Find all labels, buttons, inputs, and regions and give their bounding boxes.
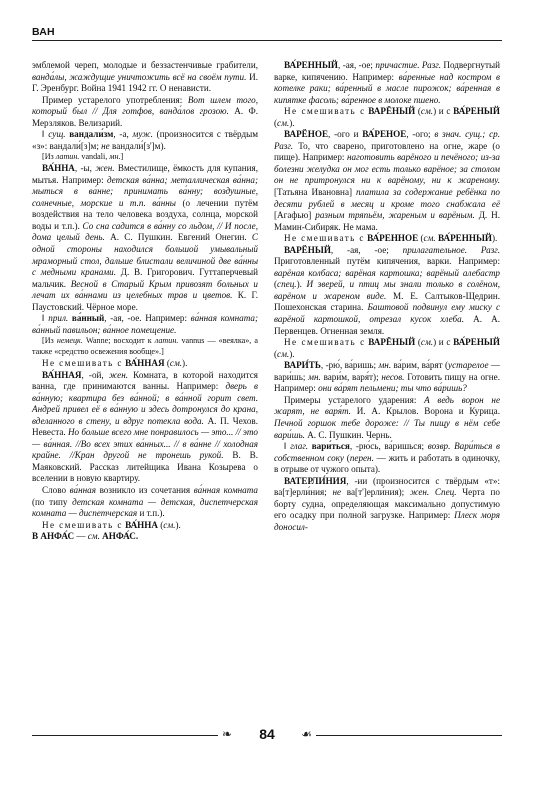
italic-text: ва́нная комната; ва́нный павильон; ва́нное помещение.: [32, 313, 259, 335]
right-column: [274, 60, 500, 533]
italic-text: жен. Спец.: [409, 487, 457, 498]
dictionary-paragraph: [32, 152, 258, 163]
text-run: ‖: [284, 441, 291, 452]
headword: ВА́РЕННЫЙ: [437, 233, 492, 244]
headword: ВА́ННАЯ: [42, 369, 82, 380]
italic-text: см.: [87, 531, 100, 542]
text-run: Wanne; восходит к: [82, 336, 155, 346]
text-run: Д. Н. Мамин-Сибиряк. Не мама.: [274, 210, 500, 232]
headword: ВА́ННА: [42, 163, 75, 174]
header-rule: [32, 40, 502, 41]
italic-text: муж.: [132, 129, 153, 140]
headword: ВА́ННАЯ: [125, 357, 165, 368]
dictionary-paragraph: [32, 336, 258, 358]
headword: ВА́РЕНЫЙ: [453, 337, 500, 348]
italic-text: детская ва́нна; металлическая ва́нна; мыться в ва́нне; принимать ва́нну; воздушные, солнечные, морские и т.п. ва́нны: [32, 174, 258, 208]
text-run: То, что сварено, приготовлено на огне, жаре (о пище). Например:: [274, 140, 500, 163]
text-run: Готовить пищу на огне. Например:: [274, 371, 500, 394]
text-run: Слово: [42, 484, 70, 495]
italic-text: причастие. Разг.: [375, 60, 441, 70]
text-run: , -ая, -ое;: [330, 244, 403, 255]
text-run: vannus — «веялка», а также «средство освежения вообще».]: [32, 336, 259, 357]
dictionary-paragraph: [32, 485, 258, 520]
italic-text: А ведь ворон не жарят, не варя́т.: [274, 394, 500, 417]
italic-text: Вари́ться в собственном соку: [274, 441, 500, 463]
left-column: [32, 60, 258, 543]
italic-text: сущ.: [48, 129, 66, 140]
text-run: ).: [175, 519, 181, 530]
text-run: ).: [492, 233, 498, 244]
text-run: ва́рим, ва́рят (: [391, 360, 449, 371]
text-run: возникло из сочетания: [95, 484, 194, 495]
headword: вари́ться: [311, 441, 350, 452]
text-run: ]: [120, 152, 124, 162]
dictionary-paragraph: [32, 129, 258, 152]
text-run: А. А. Первенцев. Огненная земля.: [274, 314, 500, 336]
guide-word: ВАН: [32, 26, 55, 38]
text-run: [Агафью]: [274, 210, 316, 221]
dictionary-paragraph: [274, 476, 500, 534]
text-run: ) и с: [433, 106, 454, 117]
ornament-left-icon: ❧: [222, 727, 233, 741]
italic-text: см.: [163, 519, 176, 530]
text-run: (о лечении путём воздействия на тело человека воздуха, солнца, морской воды и т.п.).: [32, 197, 259, 231]
italic-text: мн.: [378, 360, 392, 371]
italic-text: см.: [420, 337, 434, 348]
headword: ВА́ННА: [125, 519, 158, 530]
dictionary-paragraph: [32, 358, 258, 370]
italic-text: ва́нная: [69, 484, 96, 495]
dictionary-paragraph: [32, 370, 258, 485]
text-run: (: [274, 348, 278, 359]
text-run: Д. В. Григорович. Гуттаперчевый мальчик.: [32, 267, 258, 289]
running-header: [32, 22, 502, 42]
italic-text: Печной горшок тебе дороже: // Ты пищу в нём себе вари́шь.: [274, 417, 500, 440]
text-run: [Татьяна Ивановна]: [274, 187, 357, 198]
text-run: (: [274, 279, 278, 290]
text-run: ‖: [42, 129, 49, 140]
text-run: [Из: [42, 336, 57, 346]
text-run: — вари́шь;: [274, 360, 501, 382]
headword: ва́нный: [71, 313, 105, 324]
dictionary-paragraph: [274, 245, 500, 337]
dictionary-paragraph: [274, 233, 500, 245]
footer-rule-right: [316, 735, 502, 736]
text-run: ва[т']ерли́ния);: [341, 487, 410, 498]
page-footer: [32, 724, 502, 748]
text-run: Приготовленный путём кипячения, варки. Например:: [274, 256, 500, 267]
dictionary-paragraph: [32, 60, 258, 95]
italic-text: не: [101, 140, 110, 151]
italic-text: жен.: [108, 369, 129, 380]
headword: ВАРЁНЫЙ: [368, 337, 416, 348]
ornament-right-icon: ☙: [301, 727, 312, 741]
text-run: [Из: [42, 152, 56, 162]
dictionary-paragraph: [274, 441, 500, 476]
italic-text: возвр.: [427, 441, 451, 452]
text-run: М. Е. Салтыков-Щедрин. Пошехонская старина.: [274, 290, 501, 313]
italic-text: см.: [423, 233, 436, 244]
text-run: (: [274, 117, 278, 128]
text-run: Комната, в которой находится ванна, где принимаются ванны. Например:: [32, 369, 258, 392]
dictionary-paragraph: [32, 313, 258, 336]
headword: ВАТЕРЛИ́НИЯ: [284, 475, 347, 486]
dictionary-paragraph: [274, 129, 500, 233]
text-run: Примеры устарелого ударения:: [284, 394, 425, 405]
spaced-note: Не смешивать с: [42, 519, 123, 530]
text-run: —: [74, 531, 88, 542]
text-run: Подвергнутый варке, кипячению. Например:: [274, 60, 500, 82]
text-run: , -ии (произносится с твёрдым «т»: ва[т]ерли́ния;: [274, 475, 500, 498]
italic-text: разным тряпьём, жареным и варёным.: [315, 210, 475, 221]
spaced-note: Не смешивать с: [284, 106, 366, 117]
italic-text: детская комната — детская, диспетчерская комната — диспетчерская: [32, 496, 258, 519]
italic-text: перен.: [349, 452, 374, 463]
text-run: , -рю́сь, ва́ришься;: [349, 441, 428, 452]
spaced-note: Не смешивать с: [284, 233, 365, 244]
italic-text: Со сна садится в ва́нну со льдом, // И после, дома целый день.: [32, 220, 258, 243]
italic-text: латин.: [154, 336, 179, 346]
headword: ВАРЁНОЕ: [284, 129, 329, 140]
italic-text: И зверей, и птиц мы знали только в солёном, варёном и жареном виде.: [274, 279, 500, 301]
text-run: vandali,: [79, 152, 110, 162]
text-run: Пример устарелого употребления:: [42, 94, 188, 105]
italic-text: мн.: [308, 371, 321, 382]
text-run: , -рю́, ва́ришь;: [320, 360, 379, 371]
text-run: А. П. Чехов. Невеста.: [32, 415, 258, 438]
italic-text: спец.: [277, 279, 297, 290]
text-run: Черта по борту судна, определяющая максимально допустимую его осадку при полной загрузке. Например:: [274, 487, 500, 521]
text-run: (по типу: [32, 496, 73, 507]
italic-text: дверь в ва́нную; квартира без ва́нной; в ва́нной горит свет. Андрей привел её в ва́нную и здесь дотронулся до крана, вделанного в стену, и вдруг потекла вода.: [32, 381, 259, 426]
text-run: , -ая, -ое;: [338, 60, 376, 70]
italic-text: ва́нная комната: [193, 484, 258, 495]
text-run: , -ого;: [406, 129, 435, 140]
text-run: (: [415, 106, 421, 117]
text-run: ‖: [42, 313, 49, 324]
headword: В АНФА́С: [32, 531, 75, 542]
dictionary-paragraph: [32, 520, 258, 532]
text-run: , -ы,: [74, 163, 96, 174]
italic-text: мн.: [109, 152, 121, 162]
italic-text: ванда́лы, жаждущие уничтожить всё на своём пути.: [32, 71, 247, 82]
text-run: ).: [182, 357, 188, 368]
italic-text: Вот шлем того, который был // Для готфов, ванда́лов грозою.: [32, 94, 258, 117]
italic-text: ва́ренные над костром в котелке раки; ва́ренный в масле пирожок; ва́ренная в кипятке фасоль; ва́ренное в молоке пшено.: [274, 71, 501, 105]
headword: вандали́зм: [69, 129, 114, 140]
text-run: (: [343, 452, 350, 463]
text-run: ).: [296, 279, 307, 290]
italic-text: Баштовой подвинул ему миску с варёной картошкой, отрезал кусок хлеба.: [274, 302, 500, 325]
text-run: эмблемой череп, молодые и беззастенчивые грабители,: [32, 60, 258, 70]
text-run: И. А. Крылов. Ворона и Курица.: [350, 406, 500, 417]
text-run: , -ой,: [81, 369, 109, 380]
dictionary-paragraph: [32, 95, 258, 130]
italic-text: см.: [420, 106, 434, 117]
italic-text: Весной в Старый Крым привозят больных и лечат их ва́ннами из целебных трав и цветов.: [32, 278, 258, 301]
italic-text: прилагательное. Разг.: [402, 244, 500, 255]
text-run: Вместилище, ёмкость для купания, мытья. Например:: [32, 163, 258, 185]
text-run: К. Г. Паустовский. Чёрное море.: [32, 290, 258, 312]
text-run: , -ого и: [328, 129, 363, 140]
italic-text: см.: [277, 348, 290, 359]
spaced-note: Не смешивать с: [284, 337, 366, 348]
text-run: (произносится с твёрдым «з»: вандали́[з]м;: [32, 129, 259, 151]
text-run: (: [415, 337, 421, 348]
italic-text: устарелое: [448, 360, 489, 371]
italic-text: латин.: [55, 152, 80, 162]
text-run: вари́м, варя́т);: [320, 371, 382, 382]
text-run: (: [418, 233, 424, 244]
italic-text: С одной стороны находился большой умывальный мраморный стол, дальше блистали величиной две ва́нны с медными кранами.: [32, 232, 258, 278]
italic-text: платила за содержание ребёнка по десяти рублей в месяц и кроме того снабжала её: [274, 187, 500, 209]
text-run: А. С. Пушкин. Чернь.: [304, 429, 392, 440]
dictionary-paragraph: [274, 360, 500, 395]
text-run: , -а,: [113, 129, 133, 140]
text-run: , -ая, -ое. Например:: [104, 313, 191, 324]
dictionary-paragraph: [274, 60, 500, 106]
text-run: ).: [289, 348, 295, 359]
headword: ВА́РЕННОЕ: [367, 233, 419, 244]
headword: АНФА́С.: [102, 531, 139, 542]
dictionary-paragraph: [274, 106, 500, 129]
italic-text: несов.: [381, 371, 405, 382]
headword: ВА́РЕННЫЙ: [284, 60, 339, 70]
text-run: и т.п.).: [137, 508, 165, 519]
italic-text: см.: [169, 357, 183, 368]
dictionary-paragraph: [274, 395, 500, 441]
dictionary-paragraph: [32, 163, 258, 313]
headword: ВАРЁНЫЙ: [368, 106, 416, 117]
italic-text: немецк.: [56, 336, 83, 346]
italic-text: в знач. сущ.; ср. Разг.: [274, 129, 501, 151]
headword: ВАРИ́ТЬ: [284, 360, 321, 371]
spaced-note: Не смешивать с: [42, 357, 123, 368]
italic-text: глаг.: [290, 441, 309, 452]
text-run: вандали́[з']м).: [109, 140, 166, 151]
headword: ВА́РЕНОЕ: [362, 129, 407, 140]
italic-text: см.: [277, 117, 290, 128]
text-run: ) и с: [433, 337, 454, 348]
italic-text: прил.: [48, 313, 69, 324]
dictionary-paragraph: [32, 531, 258, 543]
text-run: И. Г. Эренбург. Война 1941 1942 гг. О ненависти.: [32, 71, 259, 94]
text-run: — жить и работать в одиночку, в отрыве от чужого опыта).: [274, 452, 500, 475]
page-number: 84: [259, 726, 275, 742]
italic-text: варёная колбаса; варёная картошка; варёный алебастр: [274, 267, 500, 278]
text-run: (: [164, 357, 170, 368]
italic-text: они ва́рят пельмени; ты что ва́ришь?: [318, 383, 467, 394]
italic-text: не: [332, 487, 342, 498]
text-run: ).: [289, 117, 295, 128]
italic-text: жен.: [95, 163, 115, 174]
headword: ВА́РЕНЫЙ: [453, 106, 500, 117]
italic-text: наготовить варёного и печёного; из-за болезни желудка он мог есть только варёное; за столом он не притронулся ни к варёному, ни к жареному.: [274, 152, 500, 186]
headword: ВАРЁНЫЙ: [284, 244, 331, 255]
text-run: А. Ф. Мерзляков. Велизарий.: [32, 106, 258, 128]
text-run: А. С. Пушкин. Евгений Онегин.: [104, 232, 252, 243]
italic-text: Но больше всего мне понравилось — это... // это — ва́нная. //Во всех этих ва́нных... // в ва́нне // холодная крайне. //Кран другой не тронешь рукой.: [32, 427, 258, 461]
text-run: (: [157, 519, 164, 530]
text-run: В. В. Маяковский. Рассказ литейщика Ивана Козырева о вселении в новую квартиру.: [32, 450, 258, 484]
dictionary-paragraph: [274, 337, 500, 360]
italic-text: Плеск моря доносил-: [274, 510, 500, 532]
